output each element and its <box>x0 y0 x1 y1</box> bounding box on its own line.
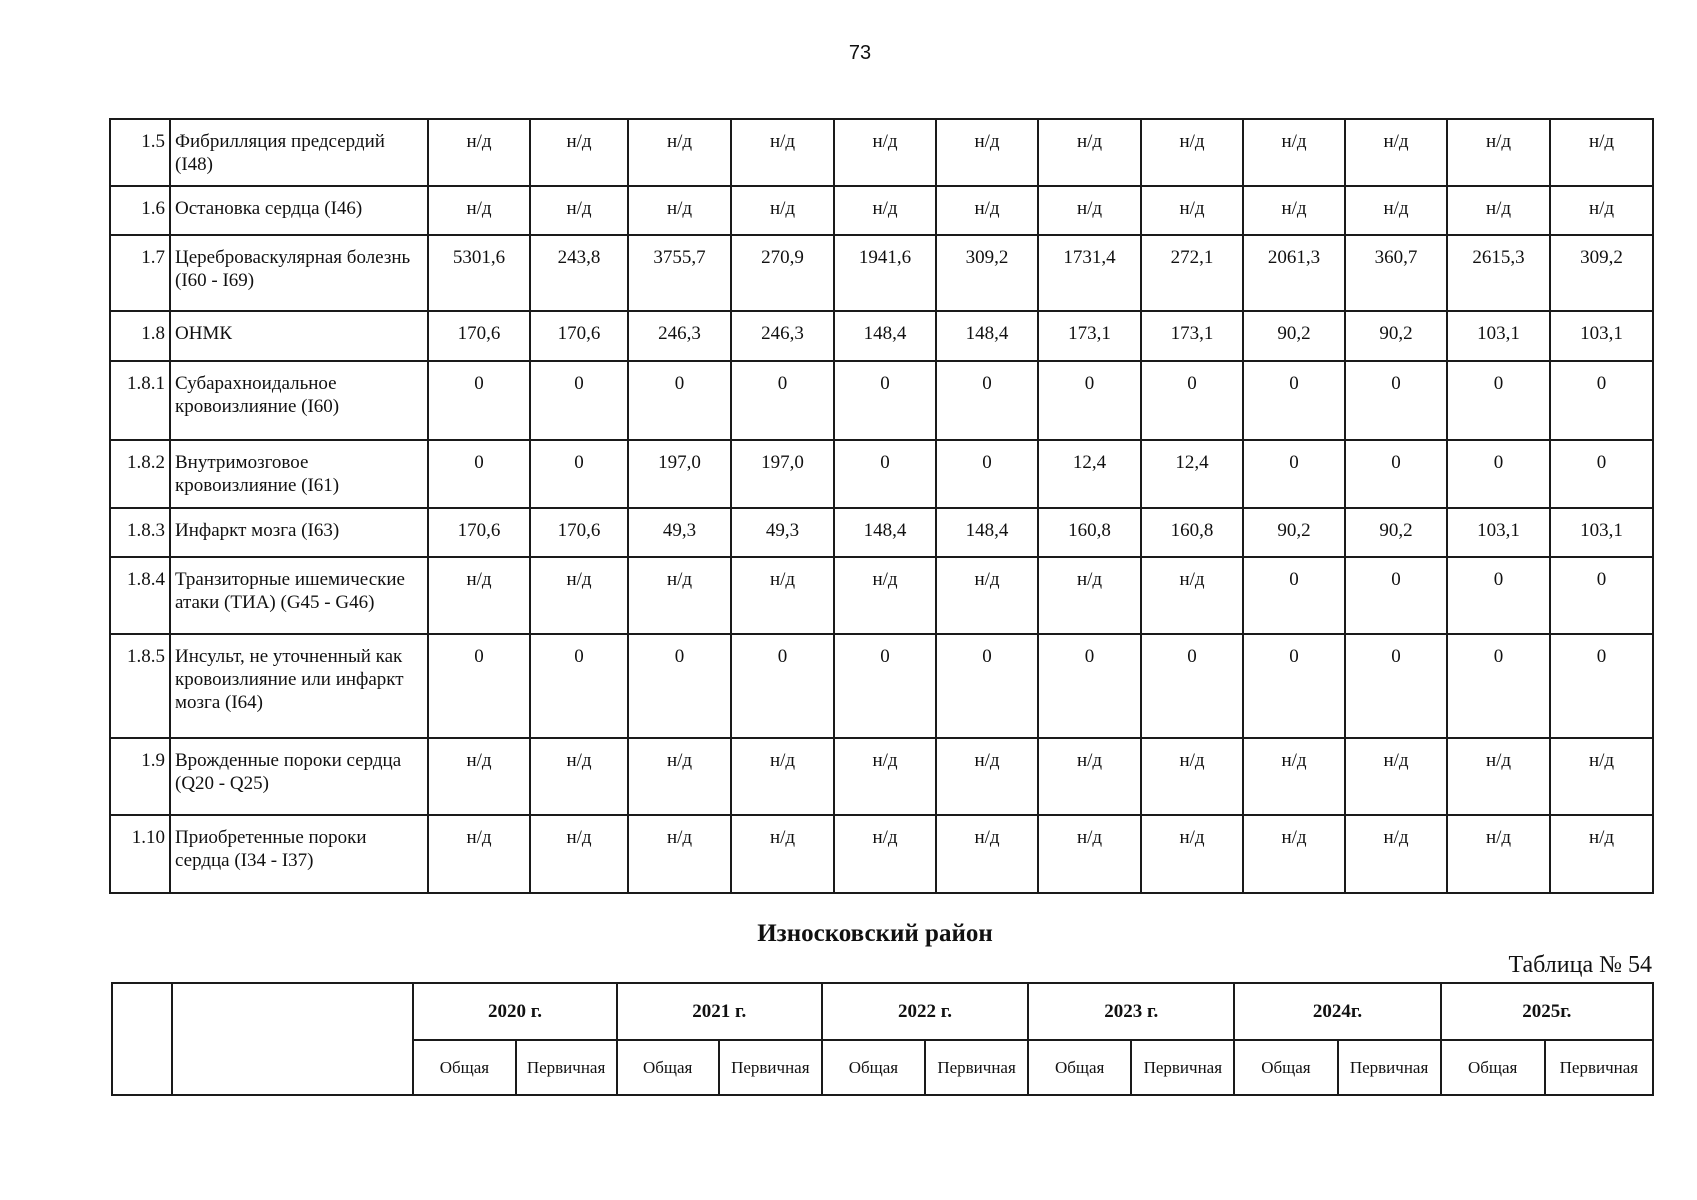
header-name-cell <box>172 983 413 1095</box>
primary-header: Первичная <box>1545 1040 1653 1095</box>
row-number: 1.10 <box>110 815 170 893</box>
value-cell: 170,6 <box>428 311 530 361</box>
value-cell: 0 <box>1550 557 1653 634</box>
value-cell: 12,4 <box>1038 440 1141 508</box>
table-row <box>110 634 1653 738</box>
value-cell: н/д <box>1038 186 1141 235</box>
value-cell: н/д <box>530 186 628 235</box>
value-cell: 197,0 <box>731 440 834 508</box>
value-cell: н/д <box>936 119 1038 186</box>
value-cell: 173,1 <box>1141 311 1243 361</box>
value-cell: 0 <box>1447 440 1550 508</box>
row-name: Внутримозговое кровоизлияние (I61) <box>170 440 428 508</box>
value-cell: 0 <box>1141 361 1243 440</box>
year-header: 2022 г. <box>822 983 1028 1040</box>
value-cell: 0 <box>530 634 628 738</box>
value-cell: 0 <box>1038 361 1141 440</box>
primary-header: Первичная <box>925 1040 1028 1095</box>
primary-header: Первичная <box>1338 1040 1441 1095</box>
row-number: 1.8.1 <box>110 361 170 440</box>
value-cell: 170,6 <box>530 508 628 557</box>
district-table-header <box>111 982 1654 1096</box>
value-cell: 170,6 <box>530 311 628 361</box>
year-header: 2020 г. <box>413 983 616 1040</box>
value-cell: 0 <box>936 440 1038 508</box>
value-cell: 103,1 <box>1447 311 1550 361</box>
table-row <box>110 361 1653 440</box>
value-cell: н/д <box>1243 186 1345 235</box>
table-row <box>110 311 1653 361</box>
value-cell: н/д <box>1038 557 1141 634</box>
value-cell: н/д <box>1550 738 1653 815</box>
row-number: 1.8.5 <box>110 634 170 738</box>
total-header: Общая <box>413 1040 515 1095</box>
value-cell: 0 <box>1141 634 1243 738</box>
value-cell: 0 <box>936 361 1038 440</box>
row-number: 1.8.2 <box>110 440 170 508</box>
morbidity-table <box>109 118 1654 894</box>
value-cell: н/д <box>628 186 731 235</box>
total-header: Общая <box>1234 1040 1337 1095</box>
primary-header: Первичная <box>516 1040 617 1095</box>
value-cell: 160,8 <box>1038 508 1141 557</box>
value-cell: н/д <box>731 557 834 634</box>
value-cell: 0 <box>936 634 1038 738</box>
value-cell: н/д <box>530 119 628 186</box>
row-number: 1.9 <box>110 738 170 815</box>
year-header: 2021 г. <box>617 983 822 1040</box>
value-cell: н/д <box>834 186 936 235</box>
value-cell: н/д <box>1141 815 1243 893</box>
value-cell: 197,0 <box>628 440 731 508</box>
value-cell: н/д <box>1141 738 1243 815</box>
row-number: 1.8.3 <box>110 508 170 557</box>
header-num-cell <box>112 983 172 1095</box>
row-name: Транзиторные ишемические атаки (ТИА) (G45 - G46) <box>170 557 428 634</box>
value-cell: 0 <box>628 361 731 440</box>
value-cell: 0 <box>1447 634 1550 738</box>
value-cell: н/д <box>936 557 1038 634</box>
value-cell: 243,8 <box>530 235 628 311</box>
value-cell: н/д <box>834 815 936 893</box>
value-cell: 2615,3 <box>1447 235 1550 311</box>
value-cell: н/д <box>428 119 530 186</box>
value-cell: н/д <box>628 815 731 893</box>
value-cell: 0 <box>1345 557 1447 634</box>
value-cell: н/д <box>1038 815 1141 893</box>
value-cell: н/д <box>1345 119 1447 186</box>
total-header: Общая <box>1441 1040 1545 1095</box>
value-cell: н/д <box>1038 119 1141 186</box>
value-cell: 0 <box>428 440 530 508</box>
value-cell: н/д <box>628 119 731 186</box>
row-name: Инсульт, не уточненный как кровоизлияние или инфаркт мозга (I64) <box>170 634 428 738</box>
value-cell: 148,4 <box>834 508 936 557</box>
year-header: 2024г. <box>1234 983 1440 1040</box>
value-cell: 0 <box>834 440 936 508</box>
value-cell: 1941,6 <box>834 235 936 311</box>
value-cell: 148,4 <box>936 311 1038 361</box>
table-row <box>110 738 1653 815</box>
year-header: 2023 г. <box>1028 983 1234 1040</box>
value-cell: н/д <box>530 738 628 815</box>
table-row <box>110 557 1653 634</box>
value-cell: н/д <box>1447 119 1550 186</box>
value-cell: н/д <box>731 815 834 893</box>
value-cell: 3755,7 <box>628 235 731 311</box>
value-cell: н/д <box>834 738 936 815</box>
value-cell: 148,4 <box>936 508 1038 557</box>
primary-header: Первичная <box>1131 1040 1234 1095</box>
value-cell: 0 <box>1550 361 1653 440</box>
row-name: Фибрилляция предсердий (I48) <box>170 119 428 186</box>
value-cell: 0 <box>834 361 936 440</box>
value-cell: 309,2 <box>936 235 1038 311</box>
total-header: Общая <box>822 1040 925 1095</box>
value-cell: н/д <box>428 557 530 634</box>
section-title: Износковский район <box>757 920 993 947</box>
primary-header: Первичная <box>719 1040 822 1095</box>
value-cell: 0 <box>731 361 834 440</box>
value-cell: н/д <box>834 557 936 634</box>
value-cell: 90,2 <box>1243 508 1345 557</box>
value-cell: 160,8 <box>1141 508 1243 557</box>
value-cell: н/д <box>731 738 834 815</box>
value-cell: 173,1 <box>1038 311 1141 361</box>
table-row <box>110 508 1653 557</box>
value-cell: н/д <box>530 557 628 634</box>
value-cell: 270,9 <box>731 235 834 311</box>
value-cell: 2061,3 <box>1243 235 1345 311</box>
value-cell: н/д <box>1550 119 1653 186</box>
value-cell: н/д <box>1447 738 1550 815</box>
value-cell: 170,6 <box>428 508 530 557</box>
value-cell: н/д <box>936 815 1038 893</box>
value-cell: н/д <box>1141 557 1243 634</box>
value-cell: н/д <box>1345 738 1447 815</box>
value-cell: 49,3 <box>731 508 834 557</box>
row-name: ОНМК <box>170 311 428 361</box>
row-number: 1.6 <box>110 186 170 235</box>
value-cell: 1731,4 <box>1038 235 1141 311</box>
table-row <box>110 235 1653 311</box>
value-cell: н/д <box>428 815 530 893</box>
value-cell: 103,1 <box>1550 508 1653 557</box>
value-cell: 0 <box>1550 634 1653 738</box>
row-number: 1.5 <box>110 119 170 186</box>
value-cell: 0 <box>731 634 834 738</box>
value-cell: 0 <box>1243 634 1345 738</box>
value-cell: 148,4 <box>834 311 936 361</box>
value-cell: н/д <box>936 738 1038 815</box>
table-row <box>110 186 1653 235</box>
value-cell: 0 <box>834 634 936 738</box>
value-cell: н/д <box>1447 815 1550 893</box>
value-cell: 0 <box>1243 440 1345 508</box>
table-row <box>110 440 1653 508</box>
value-cell: 0 <box>428 634 530 738</box>
value-cell: н/д <box>731 119 834 186</box>
page-number: 73 <box>848 42 872 64</box>
value-cell: 90,2 <box>1243 311 1345 361</box>
value-cell: н/д <box>628 738 731 815</box>
value-cell: н/д <box>1038 738 1141 815</box>
table-row <box>110 815 1653 893</box>
row-number: 1.8 <box>110 311 170 361</box>
value-cell: н/д <box>428 186 530 235</box>
value-cell: н/д <box>428 738 530 815</box>
row-name: Остановка сердца (I46) <box>170 186 428 235</box>
value-cell: н/д <box>1447 186 1550 235</box>
value-cell: н/д <box>1550 815 1653 893</box>
row-name: Приобретенные пороки сердца (I34 - I37) <box>170 815 428 893</box>
row-name: Цереброваскулярная болезнь (I60 - I69) <box>170 235 428 311</box>
value-cell: 0 <box>1447 361 1550 440</box>
value-cell: 0 <box>428 361 530 440</box>
value-cell: 0 <box>1243 361 1345 440</box>
value-cell: н/д <box>834 119 936 186</box>
value-cell: 0 <box>1550 440 1653 508</box>
value-cell: 103,1 <box>1550 311 1653 361</box>
value-cell: 0 <box>628 634 731 738</box>
value-cell: 0 <box>530 361 628 440</box>
value-cell: н/д <box>1141 186 1243 235</box>
value-cell: 49,3 <box>628 508 731 557</box>
value-cell: н/д <box>1345 815 1447 893</box>
value-cell: 5301,6 <box>428 235 530 311</box>
total-header: Общая <box>617 1040 719 1095</box>
value-cell: н/д <box>1243 815 1345 893</box>
value-cell: 246,3 <box>628 311 731 361</box>
value-cell: 309,2 <box>1550 235 1653 311</box>
value-cell: 272,1 <box>1141 235 1243 311</box>
value-cell: н/д <box>1243 738 1345 815</box>
value-cell: н/д <box>1550 186 1653 235</box>
table-label: Таблица № 54 <box>1508 952 1652 978</box>
value-cell: 0 <box>1345 361 1447 440</box>
year-header: 2025г. <box>1441 983 1653 1040</box>
value-cell: н/д <box>1141 119 1243 186</box>
row-number: 1.8.4 <box>110 557 170 634</box>
value-cell: 0 <box>1345 634 1447 738</box>
value-cell: 90,2 <box>1345 311 1447 361</box>
value-cell: 0 <box>1345 440 1447 508</box>
value-cell: 0 <box>1038 634 1141 738</box>
value-cell: 360,7 <box>1345 235 1447 311</box>
value-cell: н/д <box>731 186 834 235</box>
value-cell: 0 <box>1243 557 1345 634</box>
row-number: 1.7 <box>110 235 170 311</box>
value-cell: н/д <box>1243 119 1345 186</box>
value-cell: 246,3 <box>731 311 834 361</box>
value-cell: 103,1 <box>1447 508 1550 557</box>
value-cell: н/д <box>628 557 731 634</box>
total-header: Общая <box>1028 1040 1131 1095</box>
value-cell: 0 <box>530 440 628 508</box>
value-cell: 90,2 <box>1345 508 1447 557</box>
row-name: Инфаркт мозга (I63) <box>170 508 428 557</box>
row-name: Субарахноидальное кровоизлияние (I60) <box>170 361 428 440</box>
value-cell: 0 <box>1447 557 1550 634</box>
row-name: Врожденные пороки сердца (Q20 - Q25) <box>170 738 428 815</box>
value-cell: н/д <box>936 186 1038 235</box>
table-row <box>110 119 1653 186</box>
value-cell: 12,4 <box>1141 440 1243 508</box>
value-cell: н/д <box>1345 186 1447 235</box>
value-cell: н/д <box>530 815 628 893</box>
